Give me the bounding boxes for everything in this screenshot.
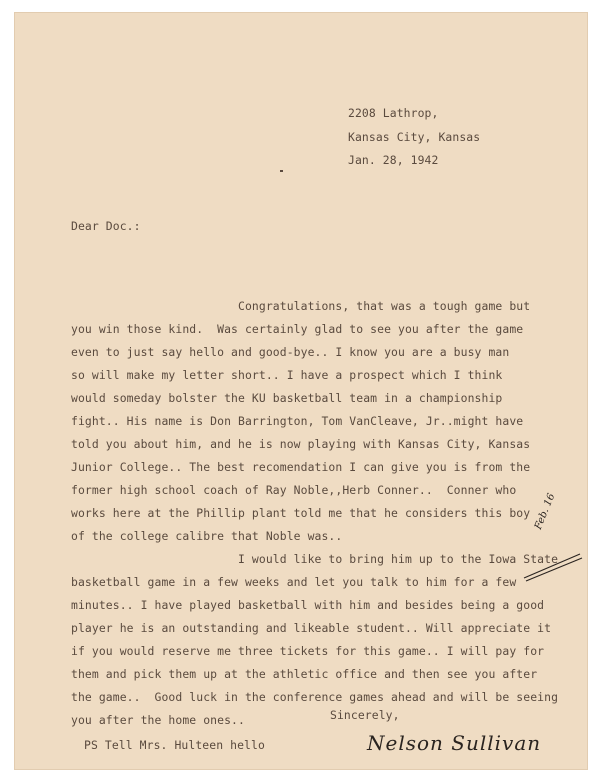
body-line: minutes.. I have played basketball with him and besides being a good — [71, 598, 545, 612]
body-line: if you would reserve me three tickets for this game.. I will pay for — [71, 644, 545, 658]
body-line: so will make my letter short.. I have a prospect which I think — [71, 368, 503, 382]
handwritten-margin-note: Feb. 16 — [533, 491, 558, 532]
body-line: fight.. His name is Don Barrington, Tom VanCleave, Jr..might have — [71, 414, 524, 428]
body-line: the game.. Good luck in the conference games ahead and will be seeing — [71, 690, 559, 704]
date-line: Jan. 28, 1942 — [348, 153, 439, 167]
body-line: Congratulations, that was a tough game but — [71, 299, 531, 313]
body-line: even to just say hello and good-bye.. I know you are a busy man — [71, 345, 510, 359]
body-line: basketball game in a few weeks and let you talk to him for a few — [71, 575, 517, 589]
address-line-1: 2208 Lathrop, — [348, 106, 439, 120]
closing: Sincerely, — [330, 708, 400, 722]
body-line: works here at the Phillip plant told me that he considers this boy — [71, 506, 531, 520]
postscript: PS Tell Mrs. Hulteen hello — [84, 738, 265, 752]
body-line: of the college calibre that Noble was.. — [71, 529, 343, 543]
ink-speck — [280, 170, 283, 172]
body-line: them and pick them up at the athletic office and then see you after — [71, 667, 538, 681]
body-line: Junior College.. The best recomendation I can give you is from the — [71, 460, 531, 474]
body-line: told you about him, and he is now playing with Kansas City, Kansas — [71, 437, 531, 451]
body-line: you win those kind. Was certainly glad to see you after the game — [71, 322, 524, 336]
body-line: I would like to bring him up to the Iowa State — [71, 552, 559, 566]
body-line: would someday bolster the KU basketball team in a championship — [71, 391, 503, 405]
handwritten-signature: Nelson Sullivan — [367, 731, 542, 755]
body-line: former high school coach of Ray Noble,,Herb Conner.. Conner who — [71, 483, 517, 497]
body-line: player he is an outstanding and likeable student.. Will appreciate it — [71, 621, 552, 635]
address-line-2: Kansas City, Kansas — [348, 130, 481, 144]
margin-check-lines — [522, 548, 584, 582]
body-line: you after the home ones.. — [71, 713, 245, 727]
salutation: Dear Doc.: — [71, 219, 141, 233]
